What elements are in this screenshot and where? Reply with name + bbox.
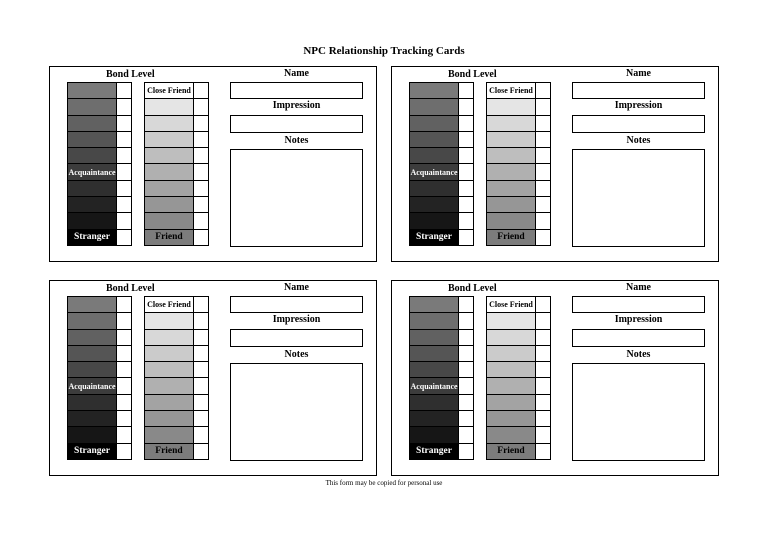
- bond-level-swatch: [410, 197, 458, 212]
- bond-row: [68, 395, 131, 411]
- bond-checkbox[interactable]: [535, 411, 550, 426]
- bond-level-swatch: [68, 148, 116, 163]
- bond-checkbox[interactable]: [193, 164, 208, 179]
- bond-level-label: Bond Level: [106, 283, 155, 294]
- bond-level-swatch: [145, 213, 193, 228]
- bond-level-swatch: [487, 346, 535, 361]
- bond-checkbox[interactable]: [193, 313, 208, 328]
- bond-row: [68, 83, 131, 99]
- bond-checkbox[interactable]: [116, 132, 131, 147]
- bond-row: [410, 346, 473, 362]
- bond-checkbox[interactable]: [458, 411, 473, 426]
- impression-label: Impression: [614, 100, 663, 111]
- bond-row: [410, 116, 473, 132]
- bond-row: [68, 444, 131, 459]
- bond-row: [145, 362, 208, 378]
- name-field[interactable]: [572, 82, 705, 99]
- bond-checkbox[interactable]: [193, 83, 208, 98]
- stranger-label: Stranger: [410, 444, 458, 459]
- bond-row: [145, 411, 208, 427]
- close-friend-label: Close Friend: [145, 297, 193, 312]
- bond-row: [68, 213, 131, 229]
- bond-level-swatch: [68, 213, 116, 228]
- bond-checkbox[interactable]: [458, 346, 473, 361]
- friend-close-friend-track: [486, 296, 551, 460]
- notes-label: Notes: [626, 349, 651, 360]
- bond-checkbox[interactable]: [535, 181, 550, 196]
- bond-level-swatch: [145, 378, 193, 393]
- bond-row: [410, 427, 473, 443]
- acquaintance-label: Acquaintance: [410, 378, 458, 393]
- bond-row: [145, 395, 208, 411]
- bond-level-swatch: [68, 362, 116, 377]
- bond-checkbox[interactable]: [193, 346, 208, 361]
- name-field[interactable]: [230, 296, 363, 313]
- bond-row: [410, 395, 473, 411]
- bond-checkbox[interactable]: [116, 116, 131, 131]
- bond-checkbox[interactable]: [193, 181, 208, 196]
- impression-field[interactable]: [230, 329, 363, 347]
- bond-row: [68, 411, 131, 427]
- bond-row: [487, 395, 550, 411]
- friend-close-friend-track: [486, 82, 551, 246]
- bond-level-swatch: [410, 213, 458, 228]
- bond-checkbox[interactable]: [116, 83, 131, 98]
- bond-checkbox[interactable]: [535, 132, 550, 147]
- page-title: NPC Relationship Tracking Cards: [303, 45, 465, 57]
- bond-checkbox[interactable]: [458, 378, 473, 393]
- bond-row: [487, 181, 550, 197]
- bond-checkbox[interactable]: [193, 213, 208, 228]
- npc-card-bottom-right: [391, 280, 719, 476]
- bond-row: [145, 313, 208, 329]
- bond-checkbox[interactable]: [116, 230, 131, 245]
- bond-checkbox[interactable]: [535, 362, 550, 377]
- bond-level-swatch: [410, 181, 458, 196]
- bond-checkbox[interactable]: [116, 346, 131, 361]
- bond-checkbox[interactable]: [193, 297, 208, 312]
- bond-row: [68, 297, 131, 313]
- bond-level-swatch: [68, 83, 116, 98]
- bond-row: [68, 313, 131, 329]
- bond-row: [68, 230, 131, 245]
- bond-level-swatch: [410, 346, 458, 361]
- bond-checkbox[interactable]: [458, 362, 473, 377]
- bond-row: [410, 330, 473, 346]
- bond-level-label: Bond Level: [448, 69, 497, 80]
- bond-row: [145, 132, 208, 148]
- bond-level-swatch: [145, 427, 193, 442]
- impression-field[interactable]: [230, 115, 363, 133]
- bond-checkbox[interactable]: [458, 213, 473, 228]
- bond-row: [410, 132, 473, 148]
- bond-checkbox[interactable]: [535, 297, 550, 312]
- bond-row: [410, 83, 473, 99]
- bond-checkbox[interactable]: [535, 99, 550, 114]
- bond-row: [410, 313, 473, 329]
- bond-row: [487, 99, 550, 115]
- friend-label: Friend: [145, 230, 193, 245]
- bond-level-swatch: [145, 116, 193, 131]
- bond-checkbox[interactable]: [193, 230, 208, 245]
- bond-checkbox[interactable]: [535, 230, 550, 245]
- name-label: Name: [626, 68, 651, 79]
- bond-level-swatch: [68, 313, 116, 328]
- bond-row: [410, 164, 473, 180]
- bond-checkbox[interactable]: [116, 197, 131, 212]
- notes-field[interactable]: [572, 149, 705, 247]
- bond-level-swatch: [410, 362, 458, 377]
- bond-level-swatch: [68, 330, 116, 345]
- bond-row: [487, 411, 550, 427]
- bond-row: [487, 378, 550, 394]
- bond-row: [145, 197, 208, 213]
- bond-level-label: Bond Level: [448, 283, 497, 294]
- bond-level-swatch: [145, 197, 193, 212]
- bond-row: [145, 330, 208, 346]
- bond-row: [145, 427, 208, 443]
- name-field[interactable]: [572, 296, 705, 313]
- friend-close-friend-track: [144, 82, 209, 246]
- bond-row: [68, 99, 131, 115]
- notes-label: Notes: [626, 135, 651, 146]
- bond-level-swatch: [68, 395, 116, 410]
- bond-level-swatch: [145, 362, 193, 377]
- bond-row: [68, 132, 131, 148]
- bond-checkbox[interactable]: [458, 427, 473, 442]
- stranger-acquaintance-track: [67, 82, 132, 246]
- bond-checkbox[interactable]: [535, 330, 550, 345]
- bond-level-swatch: [410, 148, 458, 163]
- bond-level-swatch: [410, 313, 458, 328]
- bond-row: [145, 230, 208, 245]
- bond-level-swatch: [145, 99, 193, 114]
- bond-checkbox[interactable]: [535, 164, 550, 179]
- bond-row: [68, 164, 131, 180]
- bond-row: [487, 197, 550, 213]
- bond-level-swatch: [487, 197, 535, 212]
- bond-checkbox[interactable]: [116, 362, 131, 377]
- bond-checkbox[interactable]: [458, 395, 473, 410]
- bond-row: [487, 213, 550, 229]
- bond-row: [410, 197, 473, 213]
- notes-field[interactable]: [572, 363, 705, 461]
- notes-label: Notes: [284, 349, 309, 360]
- name-field[interactable]: [230, 82, 363, 99]
- impression-label: Impression: [614, 314, 663, 325]
- bond-checkbox[interactable]: [535, 148, 550, 163]
- bond-level-swatch: [410, 132, 458, 147]
- notes-label: Notes: [284, 135, 309, 146]
- bond-level-swatch: [145, 148, 193, 163]
- bond-level-swatch: [145, 132, 193, 147]
- impression-field[interactable]: [572, 329, 705, 347]
- bond-checkbox[interactable]: [193, 132, 208, 147]
- bond-checkbox[interactable]: [193, 197, 208, 212]
- bond-level-swatch: [145, 181, 193, 196]
- bond-checkbox[interactable]: [535, 378, 550, 393]
- bond-row: [145, 181, 208, 197]
- bond-checkbox[interactable]: [535, 395, 550, 410]
- bond-row: [410, 362, 473, 378]
- bond-row: [410, 297, 473, 313]
- notes-field[interactable]: [230, 149, 363, 247]
- close-friend-label: Close Friend: [487, 83, 535, 98]
- bond-row: [145, 116, 208, 132]
- acquaintance-label: Acquaintance: [68, 378, 116, 393]
- bond-level-swatch: [68, 181, 116, 196]
- bond-level-swatch: [487, 181, 535, 196]
- bond-checkbox[interactable]: [535, 83, 550, 98]
- bond-level-swatch: [487, 213, 535, 228]
- bond-checkbox[interactable]: [458, 197, 473, 212]
- bond-row: [487, 132, 550, 148]
- bond-checkbox[interactable]: [458, 230, 473, 245]
- impression-label: Impression: [272, 100, 321, 111]
- bond-level-swatch: [68, 411, 116, 426]
- bond-checkbox[interactable]: [116, 164, 131, 179]
- bond-row: [487, 83, 550, 99]
- bond-row: [68, 378, 131, 394]
- close-friend-label: Close Friend: [487, 297, 535, 312]
- bond-row: [68, 148, 131, 164]
- bond-checkbox[interactable]: [116, 99, 131, 114]
- bond-level-swatch: [487, 411, 535, 426]
- bond-checkbox[interactable]: [116, 395, 131, 410]
- bond-checkbox[interactable]: [193, 99, 208, 114]
- bond-checkbox[interactable]: [116, 411, 131, 426]
- impression-label: Impression: [272, 314, 321, 325]
- bond-checkbox[interactable]: [116, 181, 131, 196]
- bond-row: [145, 346, 208, 362]
- bond-level-swatch: [487, 132, 535, 147]
- acquaintance-label: Acquaintance: [68, 164, 116, 179]
- bond-checkbox[interactable]: [193, 427, 208, 442]
- bond-checkbox[interactable]: [535, 346, 550, 361]
- bond-checkbox[interactable]: [458, 83, 473, 98]
- bond-row: [68, 181, 131, 197]
- bond-checkbox[interactable]: [535, 213, 550, 228]
- bond-level-swatch: [487, 99, 535, 114]
- bond-row: [145, 444, 208, 459]
- bond-row: [410, 444, 473, 459]
- stranger-label: Stranger: [68, 444, 116, 459]
- bond-level-swatch: [487, 313, 535, 328]
- impression-field[interactable]: [572, 115, 705, 133]
- bond-checkbox[interactable]: [458, 148, 473, 163]
- npc-card-top-left: [49, 66, 377, 262]
- friend-label: Friend: [145, 444, 193, 459]
- bond-checkbox[interactable]: [116, 213, 131, 228]
- bond-level-swatch: [410, 330, 458, 345]
- bond-checkbox[interactable]: [116, 378, 131, 393]
- bond-row: [410, 230, 473, 245]
- bond-row: [145, 164, 208, 180]
- bond-checkbox[interactable]: [458, 330, 473, 345]
- bond-checkbox[interactable]: [535, 444, 550, 459]
- name-label: Name: [284, 282, 309, 293]
- bond-checkbox[interactable]: [458, 444, 473, 459]
- bond-checkbox[interactable]: [458, 181, 473, 196]
- bond-checkbox[interactable]: [116, 148, 131, 163]
- bond-checkbox[interactable]: [193, 116, 208, 131]
- bond-level-swatch: [487, 148, 535, 163]
- bond-row: [487, 148, 550, 164]
- bond-level-swatch: [410, 395, 458, 410]
- bond-checkbox[interactable]: [193, 411, 208, 426]
- acquaintance-label: Acquaintance: [410, 164, 458, 179]
- bond-level-swatch: [68, 197, 116, 212]
- bond-level-swatch: [487, 427, 535, 442]
- bond-level-swatch: [145, 164, 193, 179]
- bond-checkbox[interactable]: [458, 99, 473, 114]
- bond-row: [145, 83, 208, 99]
- stranger-label: Stranger: [410, 230, 458, 245]
- bond-level-swatch: [68, 99, 116, 114]
- bond-level-swatch: [410, 411, 458, 426]
- bond-row: [145, 99, 208, 115]
- bond-checkbox[interactable]: [116, 297, 131, 312]
- bond-checkbox[interactable]: [535, 427, 550, 442]
- bond-row: [410, 181, 473, 197]
- npc-card-bottom-left: [49, 280, 377, 476]
- bond-checkbox[interactable]: [116, 427, 131, 442]
- bond-row: [410, 411, 473, 427]
- bond-checkbox[interactable]: [193, 362, 208, 377]
- close-friend-label: Close Friend: [145, 83, 193, 98]
- bond-level-swatch: [145, 346, 193, 361]
- bond-level-swatch: [145, 330, 193, 345]
- bond-checkbox[interactable]: [535, 313, 550, 328]
- bond-level-label: Bond Level: [106, 69, 155, 80]
- bond-level-swatch: [145, 411, 193, 426]
- bond-row: [410, 99, 473, 115]
- notes-field[interactable]: [230, 363, 363, 461]
- bond-level-swatch: [68, 132, 116, 147]
- bond-row: [487, 330, 550, 346]
- bond-row: [487, 297, 550, 313]
- bond-checkbox[interactable]: [458, 164, 473, 179]
- bond-row: [145, 213, 208, 229]
- bond-row: [487, 116, 550, 132]
- bond-row: [487, 230, 550, 245]
- bond-level-swatch: [145, 395, 193, 410]
- bond-row: [487, 313, 550, 329]
- bond-row: [68, 197, 131, 213]
- bond-row: [145, 297, 208, 313]
- bond-checkbox[interactable]: [116, 330, 131, 345]
- bond-row: [68, 346, 131, 362]
- bond-level-swatch: [68, 346, 116, 361]
- stranger-label: Stranger: [68, 230, 116, 245]
- bond-row: [410, 213, 473, 229]
- bond-checkbox[interactable]: [193, 395, 208, 410]
- bond-checkbox[interactable]: [458, 297, 473, 312]
- bond-row: [487, 444, 550, 459]
- bond-level-swatch: [410, 297, 458, 312]
- bond-level-swatch: [487, 164, 535, 179]
- bond-row: [68, 362, 131, 378]
- friend-close-friend-track: [144, 296, 209, 460]
- bond-level-swatch: [410, 427, 458, 442]
- bond-checkbox[interactable]: [193, 378, 208, 393]
- bond-checkbox[interactable]: [193, 148, 208, 163]
- bond-row: [68, 330, 131, 346]
- bond-checkbox[interactable]: [193, 330, 208, 345]
- bond-checkbox[interactable]: [458, 116, 473, 131]
- bond-row: [487, 362, 550, 378]
- bond-row: [487, 427, 550, 443]
- bond-level-swatch: [68, 116, 116, 131]
- bond-level-swatch: [487, 116, 535, 131]
- bond-row: [68, 427, 131, 443]
- bond-row: [410, 148, 473, 164]
- npc-card-top-right: [391, 66, 719, 262]
- footer-note: This form may be copied for personal use: [325, 479, 443, 487]
- bond-row: [145, 148, 208, 164]
- stranger-acquaintance-track: [409, 296, 474, 460]
- bond-checkbox[interactable]: [458, 313, 473, 328]
- bond-level-swatch: [487, 362, 535, 377]
- bond-level-swatch: [68, 297, 116, 312]
- bond-checkbox[interactable]: [535, 197, 550, 212]
- bond-row: [145, 378, 208, 394]
- friend-label: Friend: [487, 230, 535, 245]
- bond-row: [487, 346, 550, 362]
- bond-level-swatch: [145, 313, 193, 328]
- bond-level-swatch: [487, 395, 535, 410]
- bond-checkbox[interactable]: [193, 444, 208, 459]
- bond-level-swatch: [410, 116, 458, 131]
- bond-level-swatch: [487, 378, 535, 393]
- bond-checkbox[interactable]: [535, 116, 550, 131]
- bond-level-swatch: [410, 83, 458, 98]
- bond-checkbox[interactable]: [116, 444, 131, 459]
- name-label: Name: [626, 282, 651, 293]
- bond-checkbox[interactable]: [458, 132, 473, 147]
- bond-level-swatch: [68, 427, 116, 442]
- bond-level-swatch: [487, 330, 535, 345]
- bond-level-swatch: [410, 99, 458, 114]
- bond-row: [487, 164, 550, 180]
- name-label: Name: [284, 68, 309, 79]
- bond-row: [68, 116, 131, 132]
- bond-row: [410, 378, 473, 394]
- stranger-acquaintance-track: [409, 82, 474, 246]
- bond-checkbox[interactable]: [116, 313, 131, 328]
- stranger-acquaintance-track: [67, 296, 132, 460]
- friend-label: Friend: [487, 444, 535, 459]
